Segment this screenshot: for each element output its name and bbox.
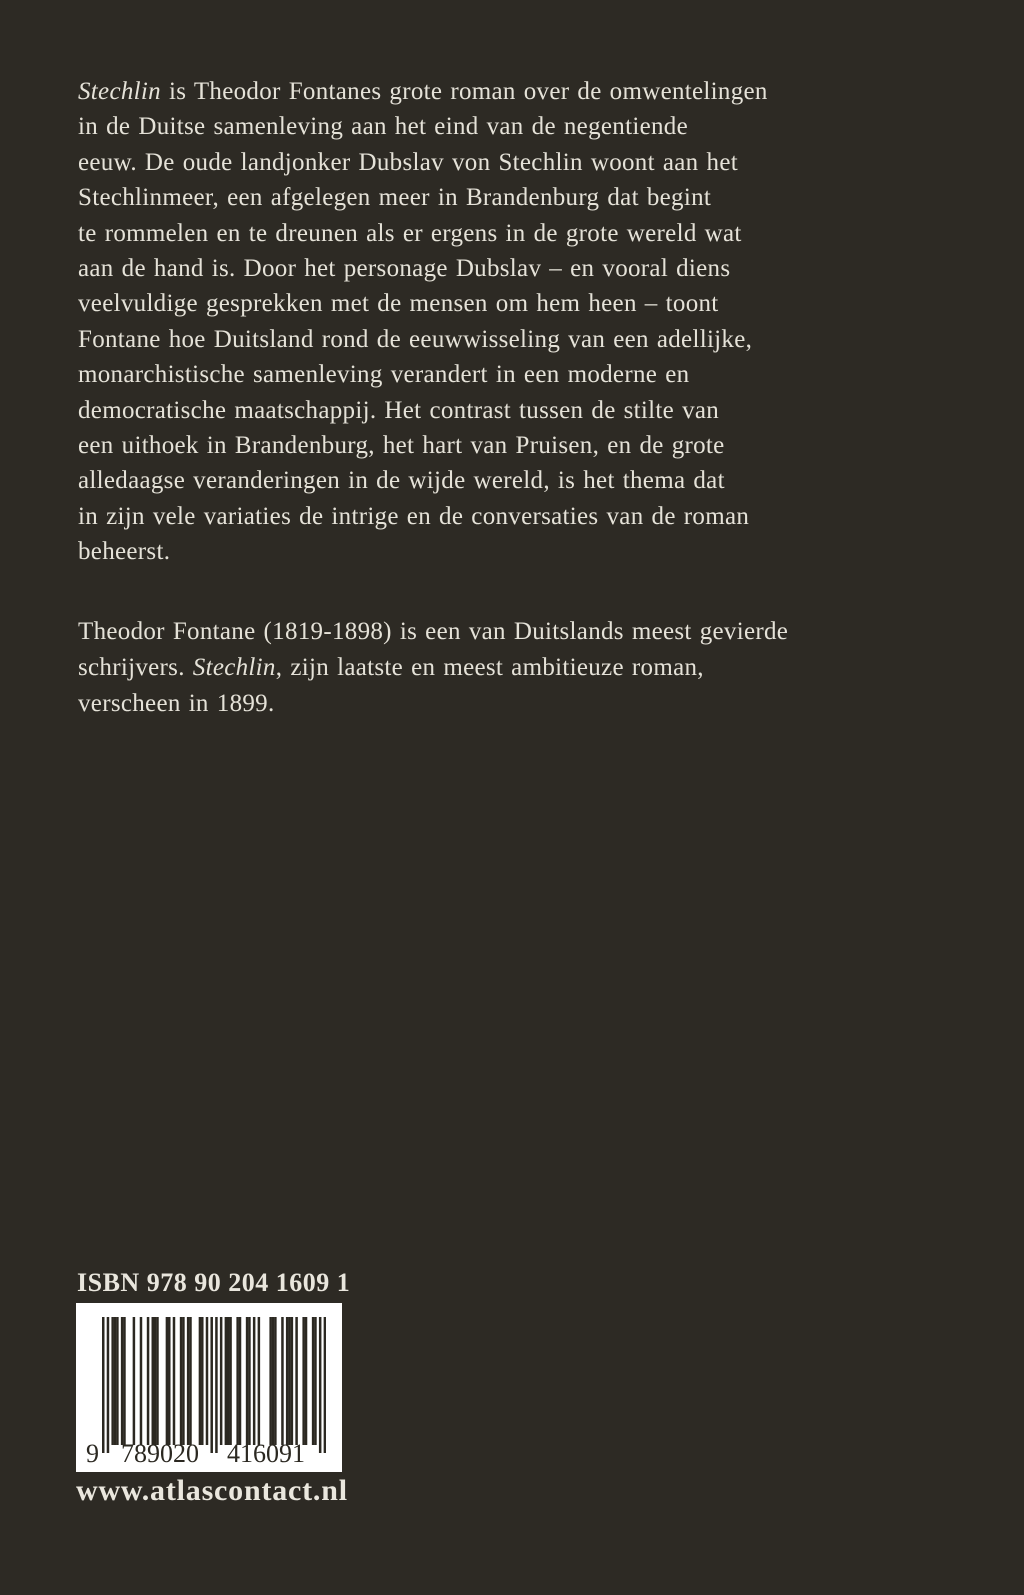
barcode-digits-left: 789020 xyxy=(121,1439,199,1468)
synopsis-line: eeuw. De oude landjonker Dubslav von Stechlin woont aan het xyxy=(78,148,738,176)
bio-line: verscheen in 1899. xyxy=(78,689,275,717)
barcode-digit-first: 9 xyxy=(86,1439,99,1468)
synopsis-paragraph xyxy=(78,74,768,570)
synopsis-line: beheerst. xyxy=(78,538,171,566)
synopsis-line: te rommelen en te dreunen als er ergens in de grote wereld wat xyxy=(78,219,742,247)
synopsis-line: in de Duitse samenleving aan het eind van de negentiende xyxy=(78,113,688,141)
synopsis-line: in zijn vele variaties de intrige en de conversaties van de roman xyxy=(78,502,750,530)
barcode-digits-right: 416091 xyxy=(227,1439,305,1468)
bio-line: Theodor Fontane (1819-1898) is een van Duitslands meest gevierde xyxy=(78,618,789,645)
author-bio-paragraph xyxy=(78,614,788,721)
barcode-bars xyxy=(102,1317,326,1453)
bio-line-text: schrijvers. xyxy=(78,653,193,681)
synopsis-line: Stechlinmeer, een afgelegen meer in Brandenburg dat begint xyxy=(78,184,712,212)
synopsis-line: aan de hand is. Door het personage Dubslav – en vooral diens xyxy=(78,255,731,283)
synopsis-line xyxy=(78,74,768,109)
synopsis-line: veelvuldige gesprekken met de mensen om hem heen – toont xyxy=(78,290,719,318)
synopsis-line: alledaagse veranderingen in de wijde wereld, is het thema dat xyxy=(78,467,725,495)
bio-line xyxy=(78,650,788,686)
synopsis-line: monarchistische samenleving verandert in een moderne en xyxy=(78,361,690,389)
book-title-italic: Stechlin xyxy=(78,78,161,105)
publisher-website-url: www.atlascontact.nl xyxy=(76,1474,348,1507)
bio-line-text: , zijn laatste en meest ambitieuze roman, xyxy=(275,653,704,681)
barcode xyxy=(76,1303,342,1472)
book-title-italic: Stechlin xyxy=(192,653,276,681)
synopsis-line: Fontane hoe Duitsland rond de eeuwwisseling van een adellijke, xyxy=(78,325,753,353)
synopsis-line: democratische maatschappij. Het contrast tussen de stilte van xyxy=(78,396,720,424)
isbn-label: ISBN 978 90 204 1609 1 xyxy=(77,1268,351,1297)
synopsis-line-text: is Theodor Fontanes grote roman over de omwentelingen xyxy=(160,78,768,105)
synopsis-line: een uithoek in Brandenburg, het hart van Pruisen, en de grote xyxy=(78,432,725,460)
